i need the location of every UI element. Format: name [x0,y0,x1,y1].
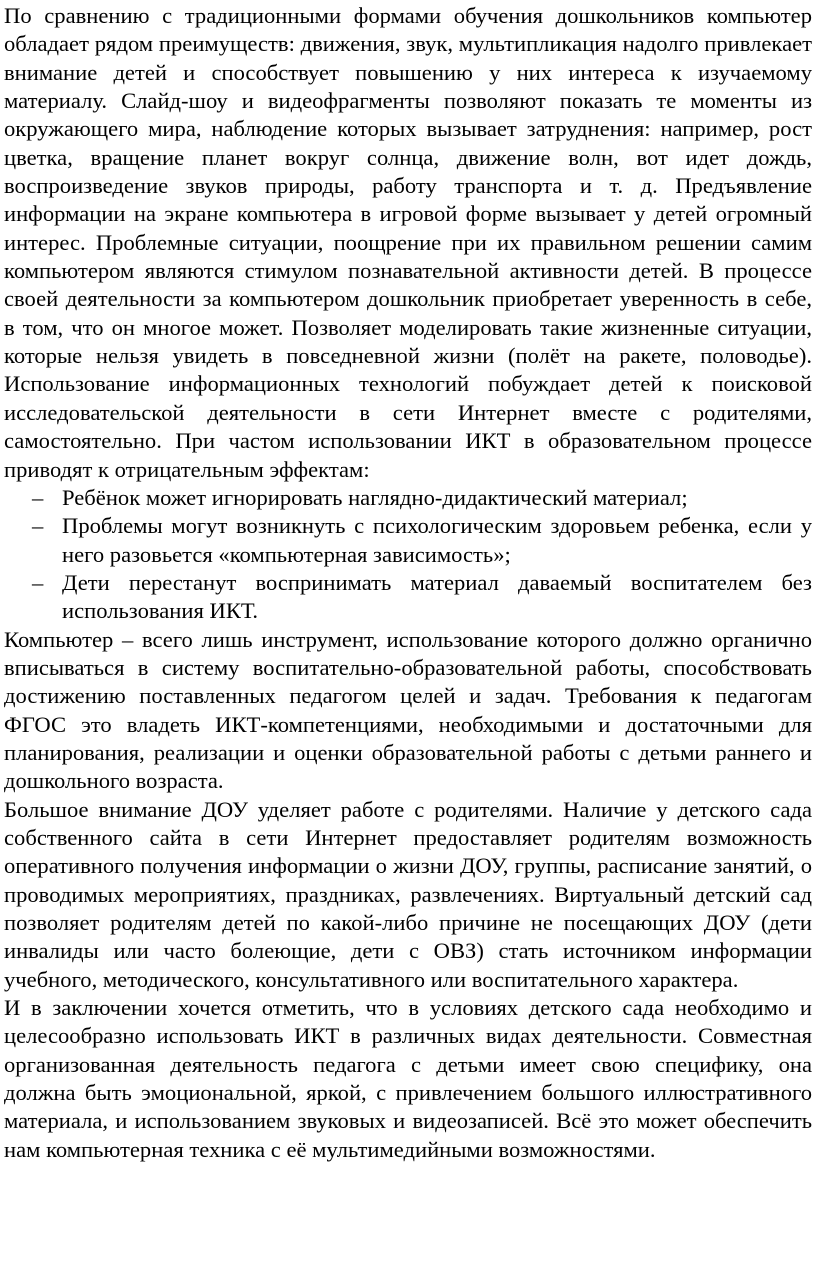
list-item [4,569,812,626]
paragraph-conclusion: И в заключении хочется отметить, что в условиях детского сада необходимо и целесообразно использовать ИКТ в различных видах деятельности. Совместная организованная деятельность педагога с детьми имеет свою специфику, она должна быть эмоциональной, яркой, с привлечением большого иллюстративного материала, и использованием звуковых и видеозаписей. Всё это может обеспечить нам компьютерная техника с её мультимедийными возможностями. [4,995,812,1162]
list-item-text: Дети перестанут воспринимать материал даваемый воспитателем без использования ИКТ. [62,569,812,624]
list-item [4,512,812,569]
dash-marker: – [32,513,44,539]
list-item-text: Проблемы могут возникнуть с психологическим здоровьем ребенка, если у него разовьется «компьютерная зависимость»; [62,513,812,567]
paragraph-advantages: По сравнению с традиционными формами обучения дошкольников компьютер обладает рядом преимуществ: движения, звук, мультипликация надолго привлекает внимание детей и способствует повышению у них интереса к изучаемому материалу. Слайд-шоу и видеофрагменты позволяют показать те моменты из окружающего мира, наблюдение которых вызывает затруднения: например, рост цветка, вращение планет вокруг солнца, движение волн, вот идет дождь, воспроизведение звуков природы, работу транспорта и т. д. Предъявление информации на экране компьютера в игровой форме вызывает у детей огромный интерес. Проблемные ситуации, поощрение при их правильном решении самим компьютером являются стимулом познавательной активности детей. В процессе своей деятельности за компьютером дошкольник приобретает уверенность в себе, в том, что он многое может. Позволяет моделировать такие жизненные ситуации, которые нельзя увидеть в повседневной жизни (полёт на ракете, половодье). Использование информационных технологий побуждает детей к поисковой исследовательской деятельности в сети Интернет вместе с родителями, самостоятельно. При частом использовании ИКТ в образовательном процессе приводят к отрицательным эффектам: [4,3,812,482]
list-item [4,484,812,512]
paragraph-parents: Большое внимание ДОУ уделяет работе с родителями. Наличие у детского сада собственного сайта в сети Интернет предоставляет родителям возможность оперативного получения информации о жизни ДОУ, группы, расписание занятий, о проводимых мероприятиях, праздниках, развлечениях. Виртуальный детский сад позволяет родителям детей по какой-либо причине не посещающих ДОУ (дети инвалиды или часто болеющие, дети с ОВЗ) стать источником информации учебного, методического, консультативного или воспитательного характера. [4,796,812,992]
dash-marker: – [32,569,44,595]
list-item-text: Ребёнок может игнорировать наглядно-дидактический материал; [62,484,688,510]
paragraph-computer-tool: Компьютер – всего лишь инструмент, использование которого должно органично вписываться в систему воспитательно-образовательной работы, способствовать достижению поставленных педагогом целей и задач. Требования к педагогам ФГОС это владеть ИКТ-компетенциями, необходимыми и достаточными для планирования, реализации и оценки образовательной работы с детьми раннего и дошкольного возраста. [4,626,812,794]
negative-effects-list [4,484,812,626]
dash-marker: – [32,484,44,510]
